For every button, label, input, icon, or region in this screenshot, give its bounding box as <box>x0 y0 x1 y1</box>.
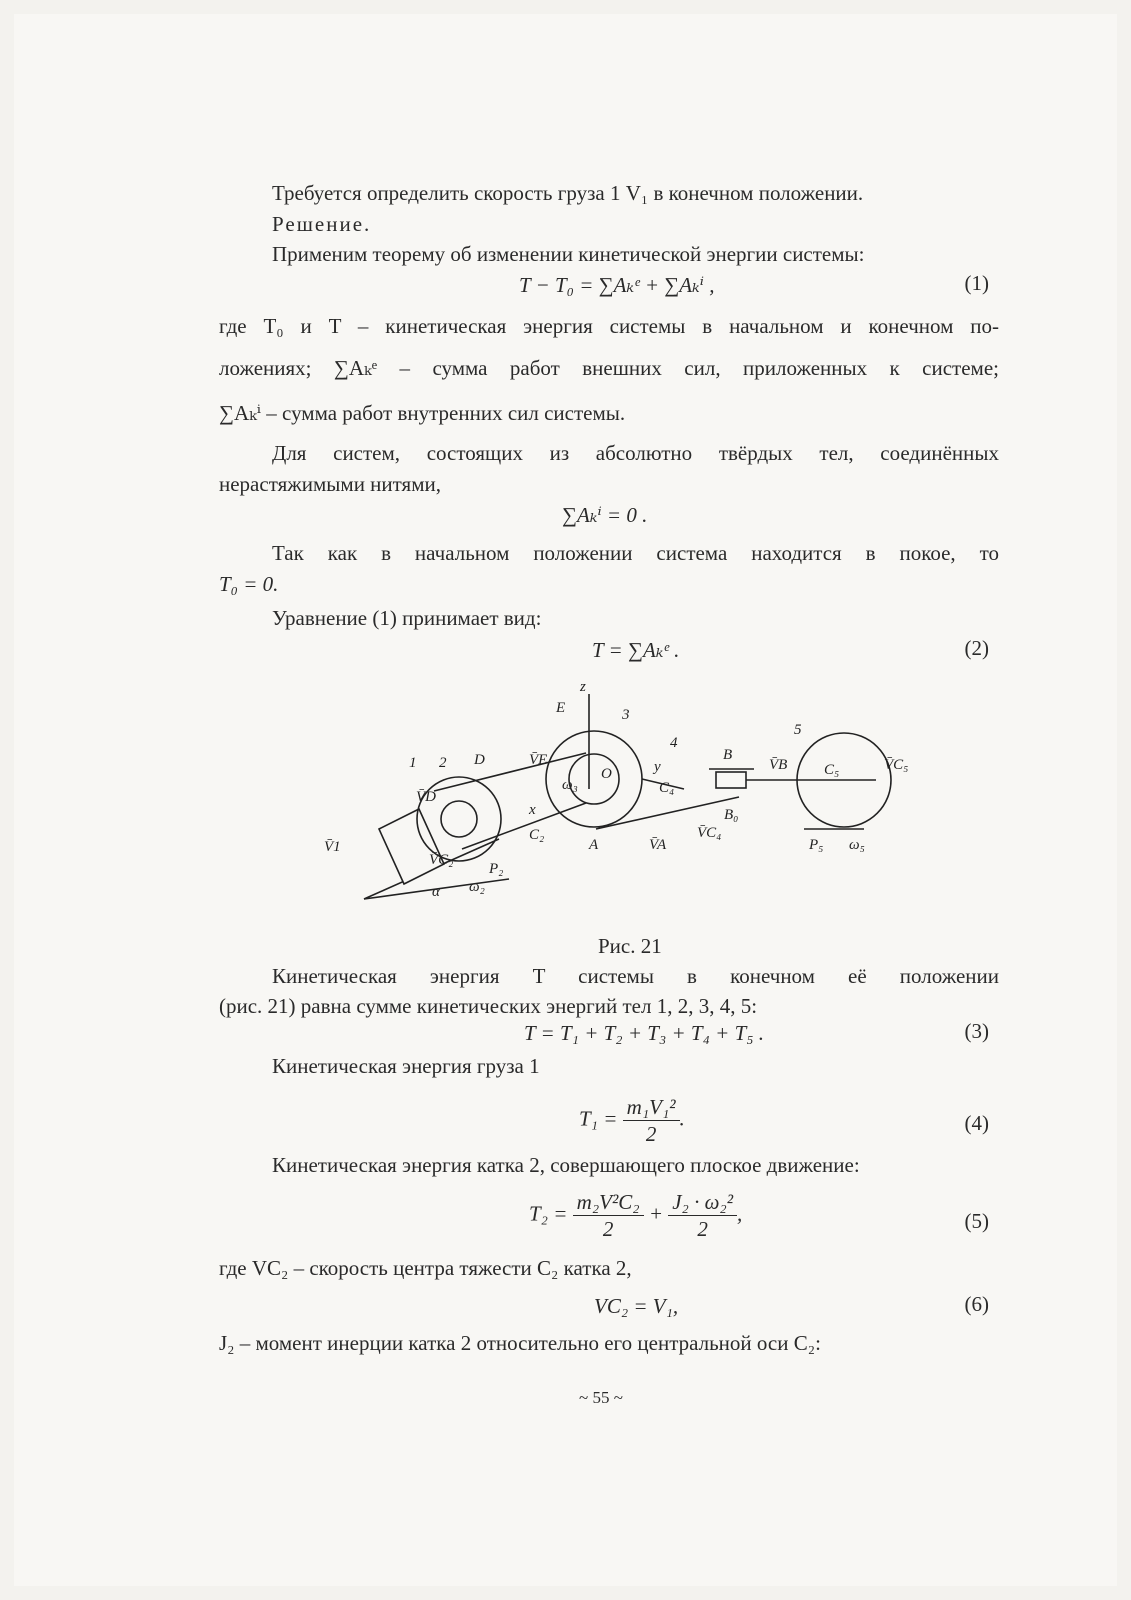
equation-number: (5) <box>964 1209 989 1233</box>
eq5-fraction-1 <box>573 1189 644 1242</box>
label-3: 3 <box>622 707 630 723</box>
equation-1: T − T₀ = ∑Aₖᵉ + ∑Aₖⁱ , <box>519 273 715 297</box>
label-5: 5 <box>794 722 802 738</box>
weight-1-block <box>379 809 444 884</box>
text-line: ∑Aₖⁱ – сумма работ внутренних сил системы. <box>219 401 626 425</box>
equation-number: (3) <box>964 1019 989 1043</box>
text-line: Применим теорему об изменении кинетической энергии системы: <box>272 242 865 266</box>
text-line: J₂ – момент инерции катка 2 относительно его центральной оси C₂: <box>219 1331 821 1355</box>
label-P5: P₅ <box>809 837 824 853</box>
equation-number: (6) <box>964 1292 989 1316</box>
label-x: x <box>529 802 536 818</box>
page-footer: ~ 55 ~ <box>579 1388 623 1407</box>
mechanism-diagram <box>324 679 909 924</box>
label-C2: C₂ <box>529 827 545 843</box>
eq5-lhs: T₂ = <box>529 1201 568 1226</box>
equation-number: (2) <box>964 636 989 660</box>
label-omega5: ω₅ <box>849 837 865 853</box>
text-line: Так как в начальном положении система находится в покое, то <box>272 541 999 565</box>
text-line: Для систем, состоящих из абсолютно твёрдых тел, соединённых <box>272 441 999 465</box>
text-line: Кинетическая энергия катка 2, совершающего плоское движение: <box>272 1153 860 1177</box>
equation-3: T = T₁ + T₂ + T₃ + T₄ + T₅ . <box>524 1021 765 1045</box>
text-line: Кинетическая энергия T системы в конечном её положении <box>272 964 999 988</box>
label-omega3: ω₃ <box>562 777 578 793</box>
eq5-denominator-2: 2 <box>697 1217 708 1241</box>
equation-number: (4) <box>964 1111 989 1135</box>
label-C4: C₄ <box>659 780 675 796</box>
label-P2: P₂ <box>489 861 504 877</box>
text-line: (рис. 21) равна сумме кинетических энергий тел 1, 2, 3, 4, 5: <box>219 994 758 1018</box>
label-B: B <box>723 747 733 763</box>
label-VE: V̄E <box>529 752 548 768</box>
equation-number: (1) <box>964 271 989 295</box>
label-A: A <box>589 837 599 853</box>
eq5-plus: + <box>648 1201 663 1226</box>
equation-6: VC₂ = V₁, <box>594 1294 679 1318</box>
eq4-numerator: m₁V₁² <box>623 1094 680 1121</box>
text-line: Требуется определить скорость груза 1 V₁ в конечном положении. <box>272 181 864 205</box>
label-1: 1 <box>409 755 417 771</box>
text-line: нерастяжимыми нитями, <box>219 472 441 496</box>
text-line: Уравнение (1) принимает вид: <box>272 606 542 630</box>
text-line: ложениях; ∑Aₖᵉ – сумма работ внешних сил, приложенных к системе; <box>219 356 999 380</box>
eq5-numerator-2: J₂ · ω₂² <box>668 1189 737 1216</box>
eq5-denominator-1: 2 <box>602 1217 614 1241</box>
document-page <box>14 14 1117 1586</box>
label-V1: V̄1 <box>324 839 341 855</box>
label-VC5: V̄C₅ <box>884 757 909 773</box>
label-alpha: α <box>432 884 440 900</box>
equation-2: T = ∑Aₖᵉ . <box>592 638 680 662</box>
slider-B <box>716 772 746 788</box>
label-z: z <box>580 679 586 695</box>
equation-internal-work: ∑Aₖⁱ = 0 . <box>562 503 648 527</box>
text-line: Кинетическая энергия груза 1 <box>272 1054 540 1078</box>
eq5-numerator-1: m₂V²C₂ <box>573 1189 644 1216</box>
eq5-end: , <box>737 1201 743 1226</box>
label-4: 4 <box>670 735 678 751</box>
label-E: E <box>556 700 566 716</box>
eq4-end: . <box>679 1106 685 1131</box>
label-VD: V̄D <box>416 789 436 805</box>
label-C5: C₅ <box>824 762 840 778</box>
label-y: y <box>654 759 661 775</box>
text-line: T₀ = 0. <box>219 572 279 596</box>
figure-caption: Рис. 21 <box>598 934 662 958</box>
eq4-fraction <box>623 1094 680 1147</box>
label-VB: V̄B <box>769 757 788 773</box>
label-VC2: V̄C₂ <box>429 852 454 868</box>
label-O: O <box>601 766 612 782</box>
eq5-fraction-2 <box>668 1189 737 1242</box>
eq4-lhs: T₁ = <box>579 1106 618 1131</box>
label-D: D <box>474 752 485 768</box>
section-heading: Решение. <box>272 212 372 236</box>
text-line: где VC₂ – скорость центра тяжести C₂ катка 2, <box>219 1256 632 1280</box>
text-line: где T₀ и T – кинетическая энергия системы в начальном и конечном по- <box>219 314 999 338</box>
label-VA: V̄A <box>649 837 667 853</box>
label-B0: B₀ <box>724 807 739 823</box>
eq4-denominator: 2 <box>645 1122 657 1146</box>
equation-5 <box>529 1189 742 1242</box>
label-omega2: ω₂ <box>469 879 485 895</box>
label-VC4: V̄C₄ <box>697 825 722 841</box>
thread-C2 <box>462 803 586 849</box>
roller-2-inner <box>441 801 477 837</box>
label-2: 2 <box>439 755 447 771</box>
equation-4 <box>579 1094 685 1147</box>
